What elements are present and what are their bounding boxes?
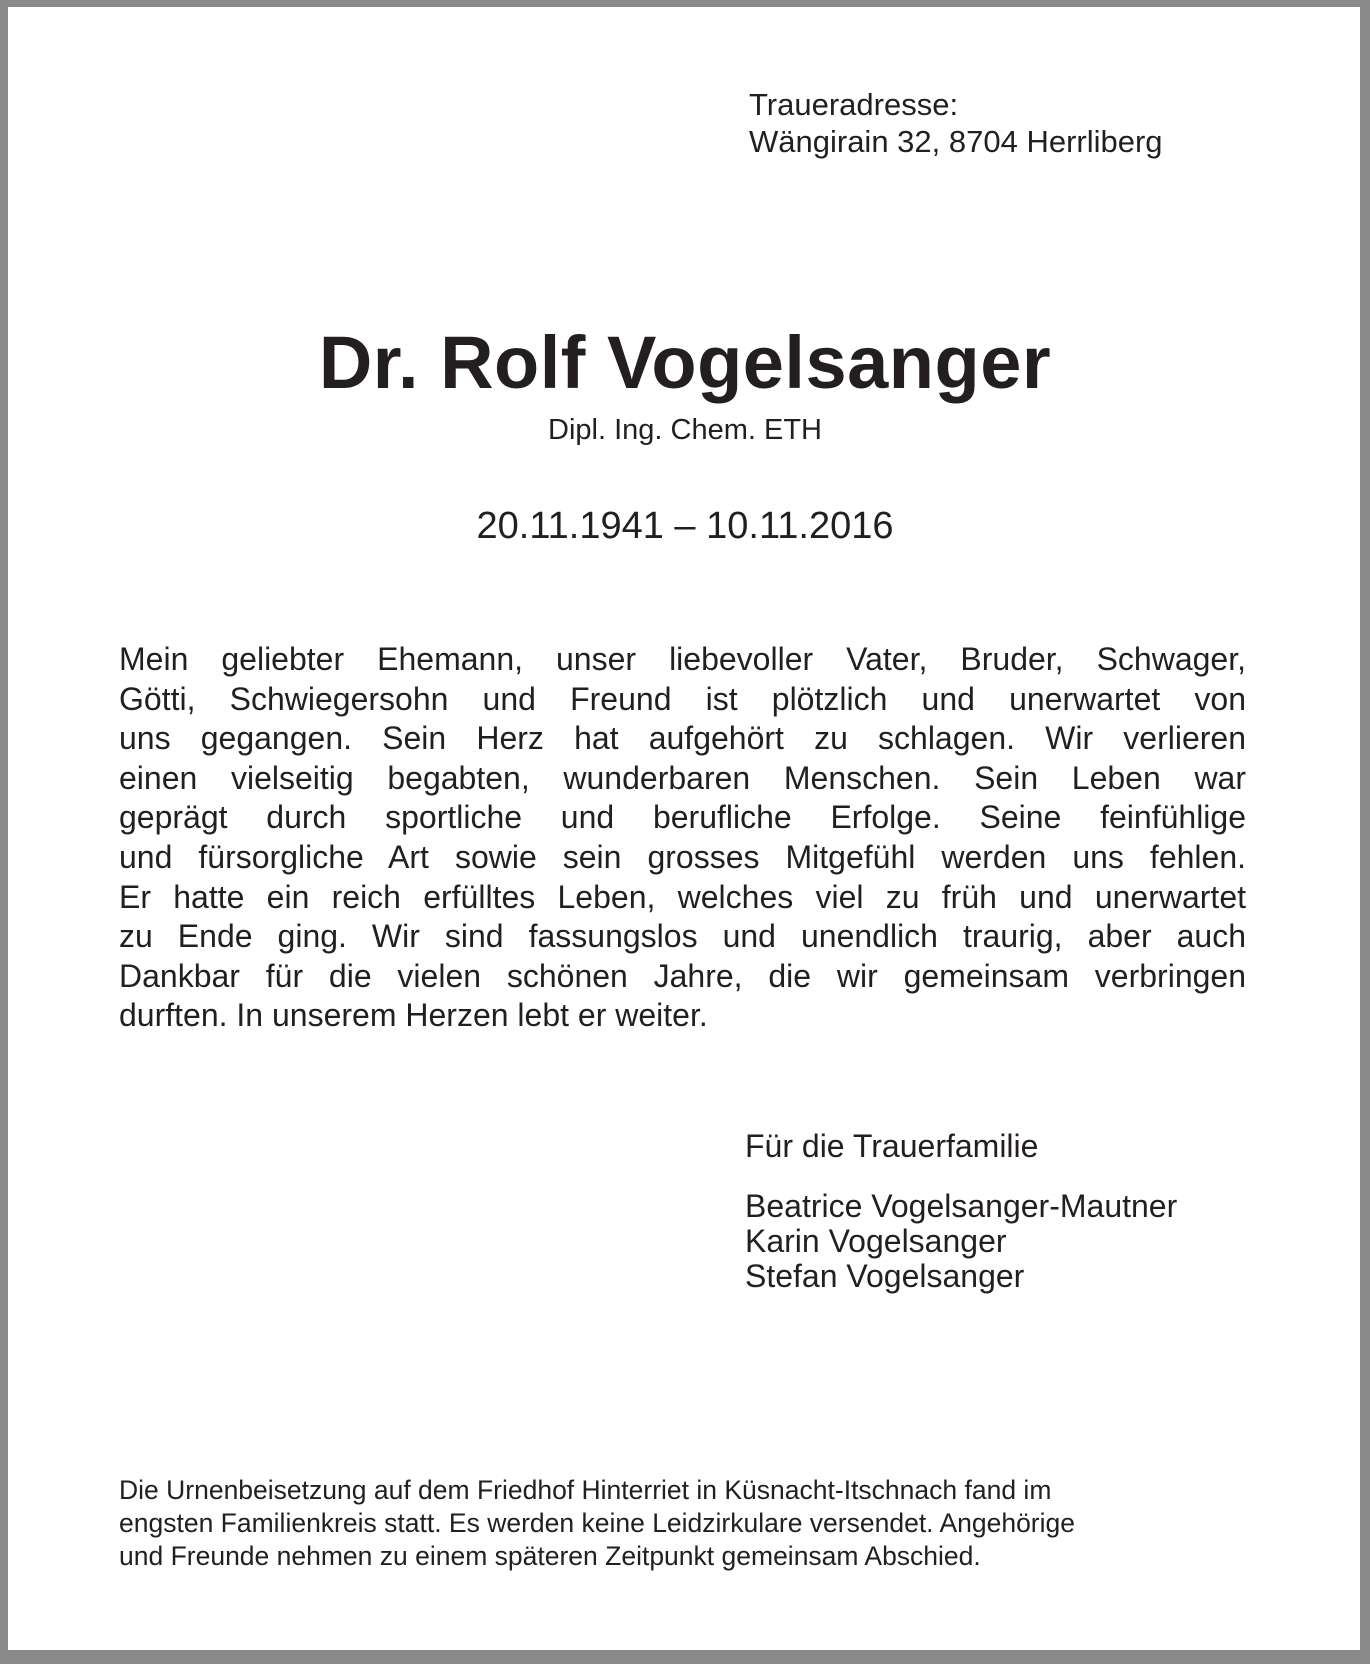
footer-line: engsten Familienkreis statt. Es werden keine Leidzirkulare versendet. Angehörige: [119, 1508, 1075, 1538]
obituary-text: [119, 640, 1246, 1036]
address-value: Wängirain 32, 8704 Herrliberg: [749, 124, 1163, 159]
deceased-title: Dipl. Ing. Chem. ETH: [548, 414, 822, 446]
family-member: Karin Vogelsanger: [745, 1223, 1007, 1259]
text-line: Er hatte ein reich erfülltes Leben, welches viel zu früh und unerwartet: [119, 878, 1246, 915]
text-line: und fürsorgliche Art sowie sein grosses Mitgefühl werden uns fehlen.: [119, 838, 1246, 875]
deceased-name: Dr. Rolf Vogelsanger: [318, 321, 1052, 404]
family-member: Stefan Vogelsanger: [745, 1258, 1025, 1294]
text-line: zu Ende ging. Wir sind fassungslos und unendlich traurig, aber auch: [119, 918, 1246, 955]
footer-line: und Freunde nehmen zu einem späteren Zeitpunkt gemeinsam Abschied.: [119, 1541, 981, 1571]
address-label: Traueradresse:: [749, 87, 959, 122]
text-line: Mein geliebter Ehemann, unser liebevoller Vater, Bruder, Schwager,: [119, 641, 1246, 677]
family-label: Für die Trauerfamilie: [745, 1128, 1039, 1164]
burial-notice: [119, 1474, 1075, 1573]
text-line: Dankbar für die vielen schönen Jahre, die wir gemeinsam verbringen: [119, 957, 1246, 994]
text-line: geprägt durch sportliche und berufliche Erfolge. Seine feinfühlige: [119, 799, 1246, 836]
text-line: durften. In unserem Herzen lebt er weiter.: [119, 997, 708, 1034]
text-line: uns gegangen. Sein Herz hat aufgehört zu schlagen. Wir verlieren: [119, 720, 1246, 757]
family-names: [745, 1189, 1177, 1294]
text-line: einen vielseitig begabten, wunderbaren Menschen. Sein Leben war: [119, 759, 1246, 796]
life-dates: 20.11.1941 – 10.11.2016: [476, 505, 894, 547]
text-line: Götti, Schwiegersohn und Freund ist plötzlich und unerwartet von: [119, 680, 1246, 717]
footer-line: Die Urnenbeisetzung auf dem Friedhof Hinterriet in Küsnacht-Itschnach fand im: [119, 1475, 1052, 1505]
family-member: Beatrice Vogelsanger-Mautner: [745, 1188, 1178, 1224]
mourning-address: [749, 86, 1163, 160]
